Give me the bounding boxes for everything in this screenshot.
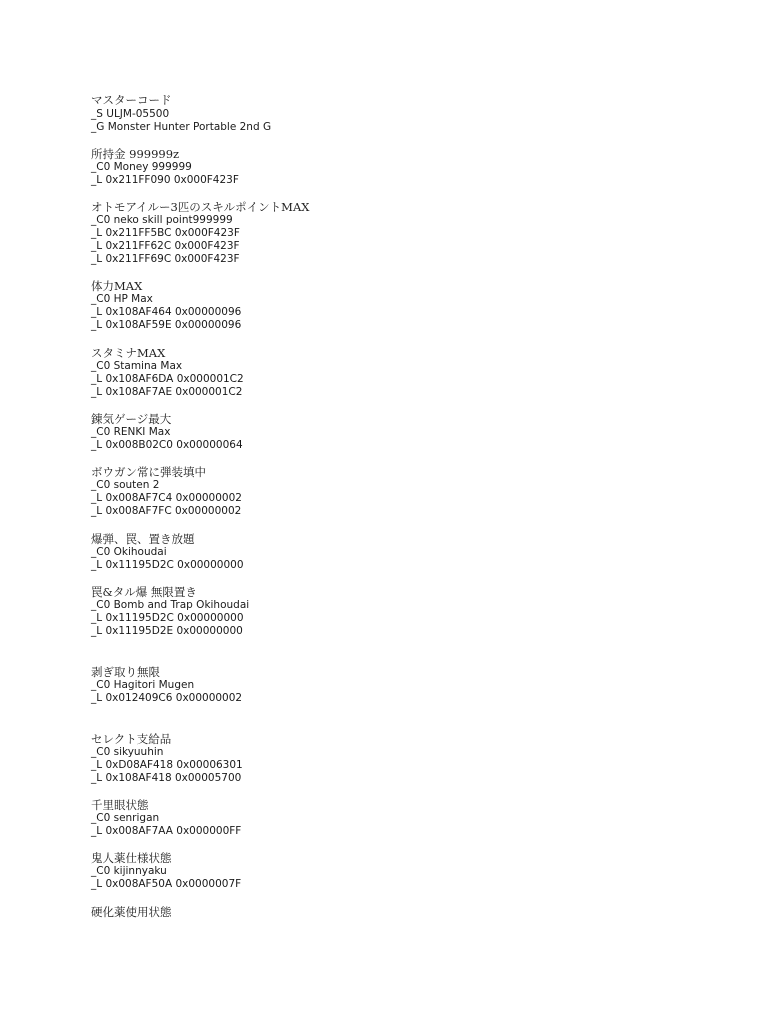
code-line: _L 0x211FF090 0x000F423F [91, 174, 239, 186]
code-line: _L 0x008AF7AA 0x000000FF [91, 825, 242, 837]
code-line: _L 0x108AF418 0x00005700 [91, 772, 242, 784]
section-title: 体力MAX [91, 279, 143, 293]
code-line: _L 0x108AF7AE 0x000001C2 [91, 386, 243, 398]
section-title: スタミナMAX [91, 346, 166, 360]
code-line: _L 0x008B02C0 0x00000064 [91, 439, 243, 451]
code-line: _L 0x11195D2C 0x00000000 [91, 559, 244, 571]
code-line: _C0 Bomb and Trap Okihoudai [91, 599, 250, 611]
code-line: _L 0x11195D2E 0x00000000 [91, 625, 243, 637]
section-title: 錬気ゲージ最大 [91, 412, 172, 426]
code-line: _C0 Hagitori Mugen [91, 679, 195, 691]
code-line: _L 0xD08AF418 0x00006301 [91, 759, 243, 771]
code-line: _C0 souten 2 [91, 479, 160, 491]
code-line: _C0 HP Max [91, 293, 153, 305]
code-line: _C0 kijinnyaku [91, 865, 167, 877]
code-line: _L 0x108AF6DA 0x000001C2 [91, 373, 244, 385]
code-line: _C0 sikyuuhin [91, 746, 164, 758]
section-title: 剥ぎ取り無限 [91, 665, 160, 679]
section-title: ボウガン常に弾装填中 [91, 465, 206, 479]
code-line: _G Monster Hunter Portable 2nd G [91, 121, 272, 133]
code-line: _C0 Okihoudai [91, 546, 167, 558]
code-line: _C0 Stamina Max [91, 360, 183, 372]
section-title: 爆弾、罠、置き放題 [91, 532, 195, 546]
section-title: セレクト支給品 [91, 732, 172, 746]
code-line: _L 0x008AF7FC 0x00000002 [91, 505, 242, 517]
code-line: _L 0x211FF69C 0x000F423F [91, 253, 240, 265]
code-line: _L 0x211FF5BC 0x000F423F [91, 227, 240, 239]
code-line: _S ULJM-05500 [91, 108, 170, 120]
code-line: _C0 senrigan [91, 812, 160, 824]
code-line: _L 0x211FF62C 0x000F423F [91, 240, 240, 252]
code-line: _C0 RENKI Max [91, 426, 171, 438]
code-line: _L 0x012409C6 0x00000002 [91, 692, 243, 704]
section-title: 罠&タル爆 無限置き [91, 585, 197, 599]
code-line: _L 0x008AF7C4 0x00000002 [91, 492, 242, 504]
section-title: 鬼人薬仕様状態 [91, 851, 172, 865]
section-title: 硬化薬使用状態 [91, 905, 172, 919]
section-title: 千里眼状態 [91, 798, 149, 812]
code-line: _C0 Money 999999 [91, 161, 192, 173]
code-line: _L 0x108AF59E 0x00000096 [91, 319, 242, 331]
section-title: マスターコード [91, 93, 172, 107]
code-line: _L 0x008AF50A 0x0000007F [91, 878, 242, 890]
section-title: オトモアイルー3匹のスキルポイントMAX [91, 200, 310, 214]
section-title: 所持金 999999z [91, 147, 180, 161]
code-line: _L 0x108AF464 0x00000096 [91, 306, 242, 318]
code-line: _C0 neko skill point999999 [91, 214, 233, 226]
code-line: _L 0x11195D2C 0x00000000 [91, 612, 244, 624]
